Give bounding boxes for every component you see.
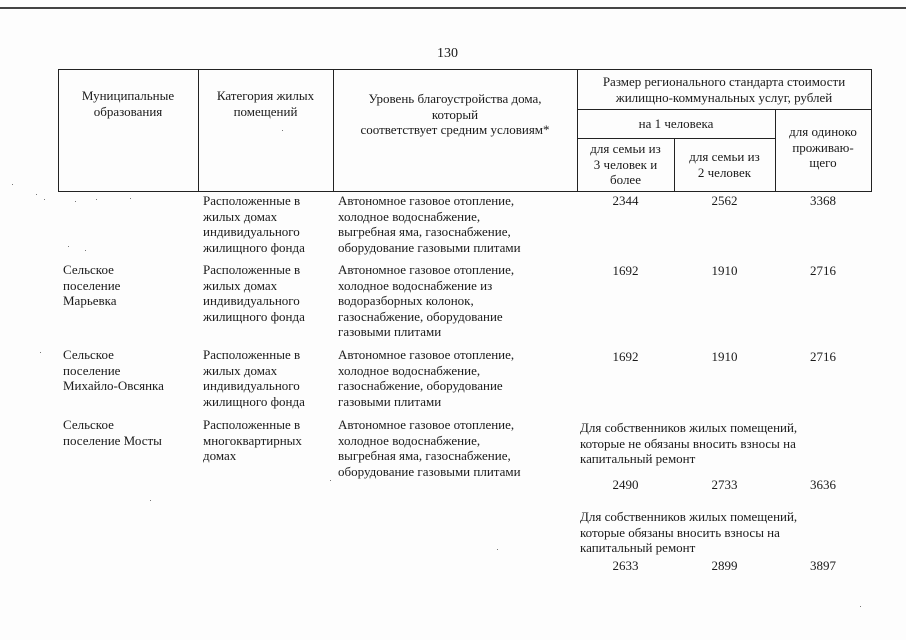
value-single: 3636: [810, 477, 836, 492]
scan-speck: [96, 199, 97, 200]
top-rule: [0, 7, 906, 9]
row-category: Расположенные в многоквартирных домах: [203, 417, 302, 463]
value-family2: 2733: [711, 477, 738, 492]
header-per-person: на 1 человека: [638, 116, 714, 131]
row-amenities: Автономное газовое отопление, холодное водоснабжение, выгребная яма, газоснабжение, оборудование газовыми плитами: [338, 193, 521, 255]
value-family2: 1910: [711, 349, 738, 364]
subsection-note: Для собственников жилых помещений, которые не обязаны вносить взносы на капитальный ремонт: [580, 420, 798, 466]
header-family3: для семьи из 3 человек и более: [590, 141, 661, 187]
value-family3: 1692: [612, 263, 639, 278]
scan-speck: [85, 250, 86, 251]
value-family2: 1910: [711, 263, 738, 278]
scan-speck: [150, 500, 151, 501]
value-single: 2716: [810, 349, 836, 364]
header-amenities: Уровень благоустройства дома, который соответствует средним условиям*: [360, 91, 550, 137]
header-municipality: Муниципальные образования: [81, 88, 175, 119]
scan-speck: [12, 184, 13, 185]
page-number: 130: [437, 46, 458, 61]
scan-speck: [68, 246, 69, 247]
value-family2: 2899: [711, 558, 738, 573]
header-mid-line: [577, 109, 871, 110]
header-family2: для семьи из 2 человек: [689, 149, 760, 180]
subsection-note: Для собственников жилых помещений, которые обязаны вносить взносы на капитальный ремонт: [580, 509, 798, 555]
row-municipality: Сельское поселение Мосты: [63, 417, 162, 448]
value-family3: 2490: [612, 477, 639, 492]
scan-speck: [497, 549, 498, 550]
scan-speck: [36, 194, 37, 195]
header-bottom-line: [58, 191, 871, 192]
scan-speck: [130, 198, 131, 199]
row-amenities: Автономное газовое отопление, холодное водоснабжение из водоразборных колонок, газоснабжение, оборудование газовыми плитами: [338, 262, 515, 339]
header-top-line: [58, 69, 871, 70]
scan-speck: [44, 199, 45, 200]
value-family3: 1692: [612, 349, 639, 364]
row-category: Расположенные в жилых домах индивидуального жилищного фонда: [203, 262, 305, 324]
row-municipality: Сельское поселение Михайло-Овсянка: [63, 347, 164, 393]
row-category: Расположенные в жилых домах индивидуального жилищного фонда: [203, 347, 305, 409]
value-family3: 2344: [612, 193, 639, 208]
value-family3: 2633: [612, 558, 639, 573]
header-single: для одиноко проживаю- щего: [789, 124, 857, 170]
value-family2: 2562: [711, 193, 738, 208]
header-sub-line: [577, 138, 775, 139]
scan-speck: [860, 606, 861, 607]
value-single: 2716: [810, 263, 836, 278]
row-amenities: Автономное газовое отопление, холодное водоснабжение, газоснабжение, оборудование газовыми плитами: [338, 347, 515, 409]
header-category: Категория жилых помещений: [216, 88, 315, 119]
row-municipality: Сельское поселение Марьевка: [63, 262, 121, 308]
value-single: 3897: [810, 558, 836, 573]
row-category: Расположенные в жилых домах индивидуального жилищного фонда: [203, 193, 305, 255]
scan-speck: [330, 480, 331, 481]
value-single: 3368: [810, 193, 836, 208]
header-standard-title: Размер регионального стандарта стоимости жилищно-коммунальных услуг, рублей: [602, 74, 846, 105]
scan-speck: [75, 201, 76, 202]
scan-speck: [282, 130, 283, 131]
scan-speck: [40, 352, 41, 353]
header-vline-6: [871, 69, 872, 192]
row-amenities: Автономное газовое отопление, холодное водоснабжение, выгребная яма, газоснабжение, оборудование газовыми плитами: [338, 417, 521, 479]
